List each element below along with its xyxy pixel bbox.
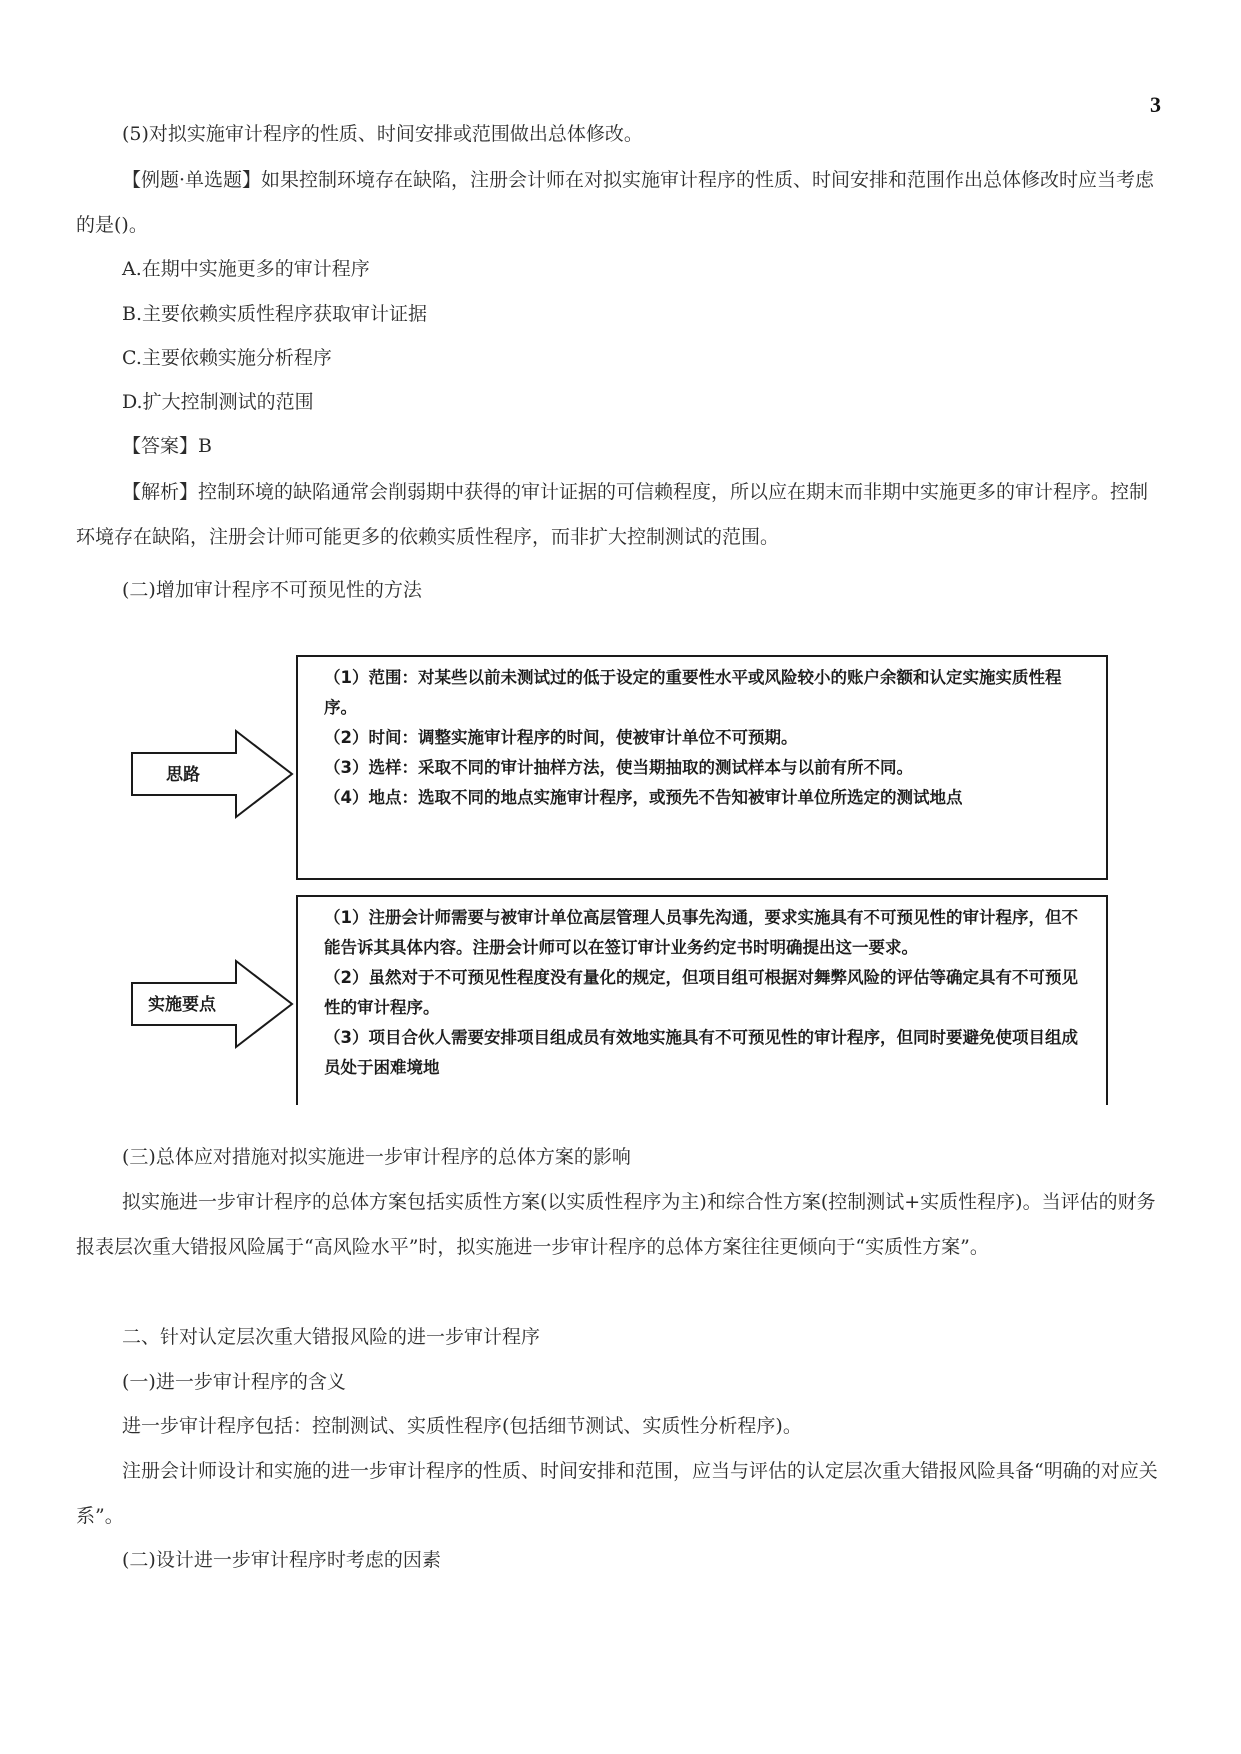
box-idea-item: （2）时间：调整实施审计程序的时间，使被审计单位不可预期。 bbox=[324, 728, 798, 747]
answer: 【答案】B bbox=[122, 435, 212, 457]
paragraph-example-question: 【例题·单选题】如果控制环境存在缺陷，注册会计师在对拟实施审计程序的性质、时间安排和范围作出总体修改时应当考虑的是()。 bbox=[76, 169, 1155, 236]
section-heading-design-factors: (二)设计进一步审计程序时考虑的因素 bbox=[122, 1549, 441, 1571]
box-key-points-item: （1）注册会计师需要与被审计单位高层管理人员事先沟通，要求实施具有不可预见性的审计程序，但不能告诉其具体内容。注册会计师可以在签订审计业务约定书时明确提出这一要求。 bbox=[324, 908, 1078, 957]
page-number: 3 bbox=[1150, 92, 1161, 117]
paragraph-modification: (5)对拟实施审计程序的性质、时间安排或范围做出总体修改。 bbox=[122, 123, 643, 145]
section-heading-meaning: (一)进一步审计程序的含义 bbox=[122, 1371, 346, 1393]
option-d: D.扩大控制测试的范围 bbox=[122, 391, 314, 413]
box-idea-item: （4）地点：选取不同的地点实施审计程序，或预先不告知被审计单位所选定的测试地点 bbox=[324, 788, 963, 807]
box-idea-item: （1）范围：对某些以前未测试过的低于设定的重要性水平或风险较小的账户余额和认定实施实质性程序。 bbox=[324, 668, 1062, 717]
box-key-points-item: （3）项目合伙人需要安排项目组成员有效地实施具有不可预见性的审计程序，但同时要避免使项目组成员处于困难境地 bbox=[324, 1028, 1078, 1077]
analysis: 【解析】控制环境的缺陷通常会削弱期中获得的审计证据的可信赖程度，所以应在期末而非期中实施更多的审计程序。控制环境存在缺陷，注册会计师可能更多的依赖实质性程序，而非扩大控制测试的范围。 bbox=[76, 481, 1149, 548]
paragraph-overall-plan: 拟实施进一步审计程序的总体方案包括实质性方案(以实质性程序为主)和综合性方案(控制测试+实质性程序)。当评估的财务报表层次重大错报风险属于“高风险水平”时，拟实施进一步审计程序的总体方案往往更倾向于“实质性方案”。 bbox=[76, 1191, 1156, 1258]
option-c: C.主要依赖实施分析程序 bbox=[122, 347, 332, 369]
unpredictability-diagram bbox=[128, 655, 1108, 1115]
option-b: B.主要依赖实质性程序获取审计证据 bbox=[122, 303, 428, 325]
paragraph-correspondence: 注册会计师设计和实施的进一步审计程序的性质、时间安排和范围，应当与评估的认定层次重大错报风险具备“明确的对应关系”。 bbox=[76, 1460, 1158, 1527]
arrow-label-key-points: 实施要点 bbox=[148, 995, 216, 1015]
box-key-points bbox=[296, 895, 1108, 1105]
section-heading-unpredictability: (二)增加审计程序不可预见性的方法 bbox=[122, 579, 422, 601]
paragraph-further-procedures: 进一步审计程序包括：控制测试、实质性程序(包括细节测试、实质性分析程序)。 bbox=[122, 1415, 802, 1437]
box-key-points-item: （2）虽然对于不可预见性程度没有量化的规定，但项目组可根据对舞弊风险的评估等确定具有不可预见性的审计程序。 bbox=[324, 968, 1078, 1017]
section-heading-overall-response: (三)总体应对措施对拟实施进一步审计程序的总体方案的影响 bbox=[122, 1146, 631, 1168]
box-idea-item: （3）选样：采取不同的审计抽样方法，使当期抽取的测试样本与以前有所不同。 bbox=[324, 758, 913, 777]
option-a: A.在期中实施更多的审计程序 bbox=[122, 258, 370, 280]
section-heading-assertion-level: 二、针对认定层次重大错报风险的进一步审计程序 bbox=[122, 1326, 541, 1348]
arrow-label-idea: 思路 bbox=[166, 765, 200, 785]
arrow-shape-idea bbox=[128, 727, 298, 822]
box-idea bbox=[296, 655, 1108, 880]
